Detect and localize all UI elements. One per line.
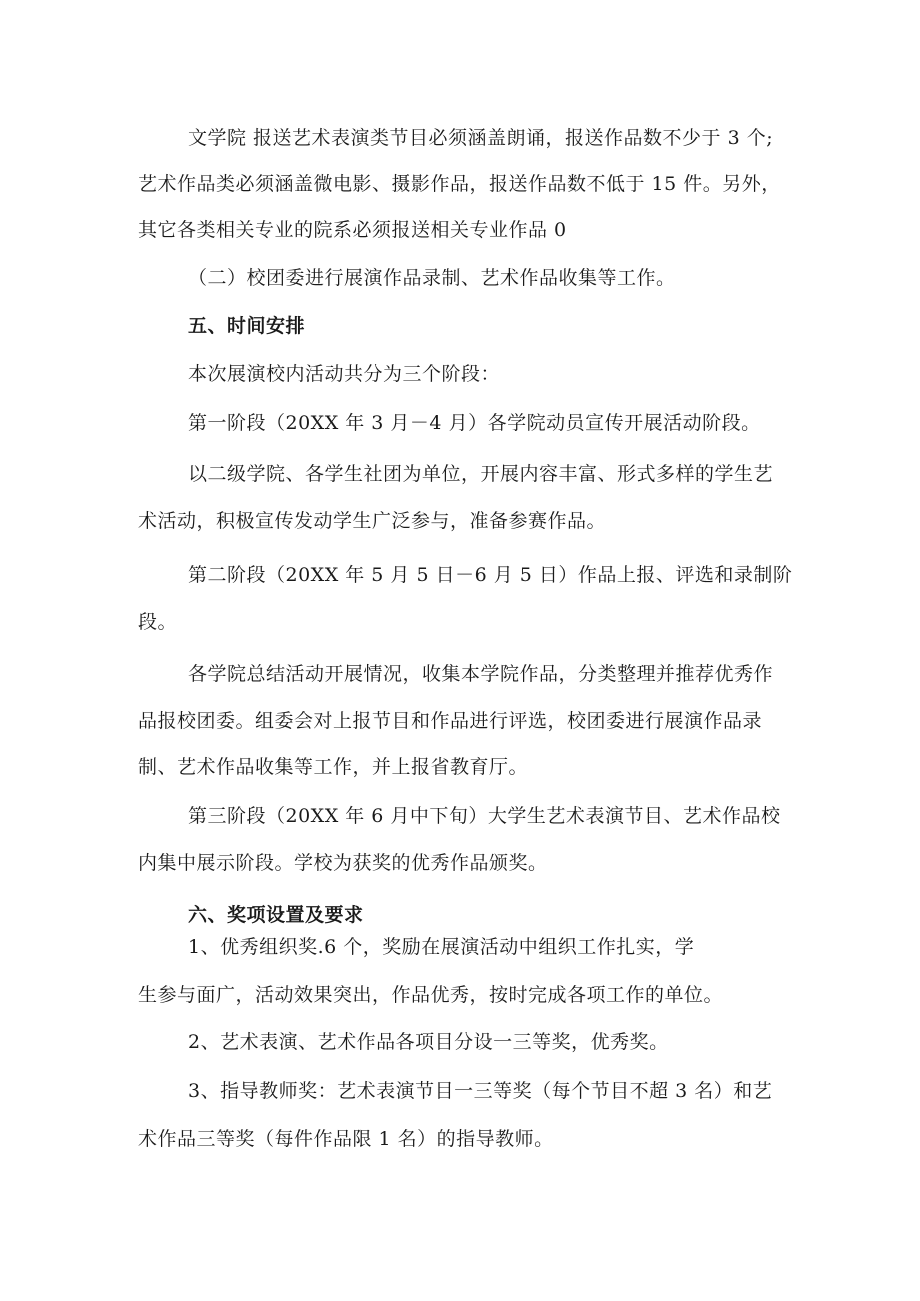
paragraph-line: 第一阶段（20XX 年 3 月－4 月）各学院动员宣传开展活动阶段。 (188, 412, 761, 434)
paragraph-line: 艺术作品类必须涵盖微电影、摄影作品，报送作品数不低于 15 件。另外， (138, 173, 781, 195)
paragraph-line: 以二级学院、各学生社团为单位，开展内容丰富、形式多样的学生艺 (188, 463, 774, 485)
paragraph-line: 各学院总结活动开展情况，收集本学院作品，分类整理并推荐优秀作 (188, 663, 774, 685)
paragraph-line: （二）校团委进行展演作品录制、艺术作品收集等工作。 (188, 267, 676, 289)
paragraph-line: 段。 (138, 611, 178, 633)
paragraph-line: 其它各类相关专业的院系必须报送相关专业作品 0 (138, 219, 567, 241)
paragraph-line: 制、艺术作品收集等工作，并上报省教育厅。 (138, 756, 529, 778)
paragraph-line: 本次展演校内活动共分为三个阶段： (188, 363, 501, 385)
paragraph-line: 2、艺术表演、艺术作品各项目分设一三等奖，优秀奖。 (188, 1031, 669, 1053)
paragraph-line: 3、指导教师奖：艺术表演节目一三等奖（每个节目不超 3 名）和艺 (188, 1080, 773, 1102)
paragraph-line: 品报校团委。组委会对上报节目和作品进行评选，校团委进行展演作品录 (138, 710, 763, 732)
paragraph-line: 文学院 报送艺术表演类节目必须涵盖朗诵，报送作品数不少于 3 个; (188, 127, 774, 149)
paragraph-line: 第二阶段（20XX 年 5 月 5 日－6 月 5 日）作品上报、评选和录制阶 (188, 564, 793, 586)
paragraph-line: 生参与面广，活动效果突出，作品优秀，按时完成各项工作的单位。 (138, 984, 724, 1006)
paragraph-line: 内集中展示阶段。学校为获奖的优秀作品颁奖。 (138, 852, 548, 874)
paragraph-line: 术作品三等奖（每件作品限 1 名）的指导教师。 (138, 1128, 554, 1150)
paragraph-line: 第三阶段（20XX 年 6 月中下旬）大学生艺术表演节目、艺术作品校 (188, 805, 781, 827)
section-heading: 六、奖项设置及要求 (188, 904, 364, 926)
paragraph-line: 术活动，积极宣传发动学生广泛参与，准备参赛作品。 (138, 510, 607, 532)
section-heading: 五、时间安排 (188, 315, 306, 337)
paragraph-line: 1、优秀组织奖.6 个，奖励在展演活动中组织工作扎实，学 (188, 936, 695, 958)
